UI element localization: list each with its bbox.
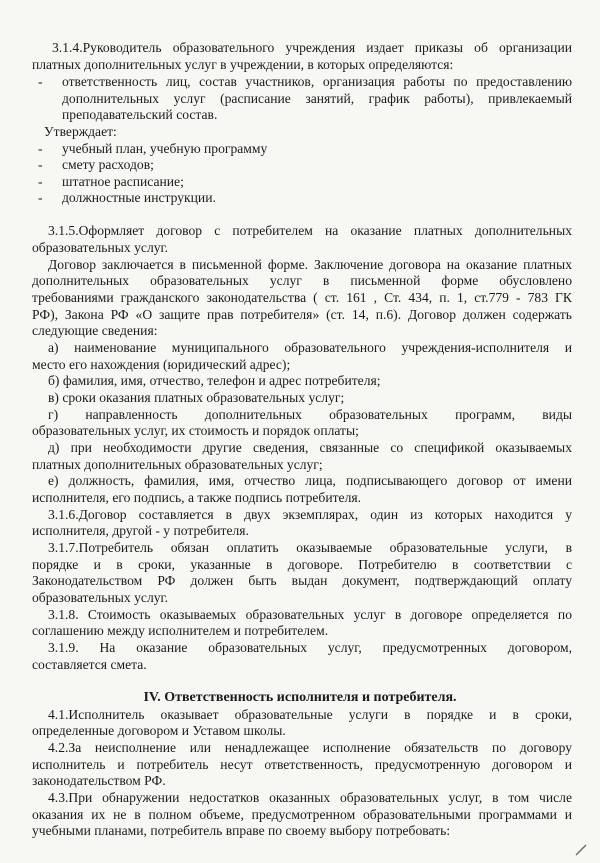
scan-mark-icon	[574, 843, 588, 857]
list-item-staffing: штатное расписание;	[62, 174, 184, 189]
paragraph-3-1-9-line: составляется смета.	[32, 657, 147, 672]
list-bullet: -	[38, 74, 43, 89]
paragraph-3-1-7-line: порядке и в сроки, указанные в договоре. Потребителю в соответствии с	[32, 557, 572, 572]
paragraph-3-1-6-line: исполнителя, другой - у потребителя.	[32, 523, 249, 538]
paragraph-3-1-4-line: 3.1.4.Руководитель образовательного учреждения издает приказы об организации	[52, 40, 572, 55]
paragraph-3-1-8-line: соглашению между исполнителем и потребителем.	[32, 623, 329, 638]
paragraph-4-3-line: оказания их не в полном объеме, предусмотренном образовательными программами и	[32, 807, 572, 822]
list-item-curriculum: учебный план, учебную программу	[62, 141, 268, 156]
list-bullet: -	[38, 190, 43, 205]
paragraph-3-1-5-line: требованиями гражданского законодательства ( ст. 161 , Ст. 434, п. 1, ст.779 - 783 ГК	[32, 290, 572, 305]
paragraph-3-1-7-line: 3.1.7.Потребитель обязан оплатить оказываемые образовательные услуги, в	[48, 540, 572, 555]
contract-item-d: г) направленность дополнительных образовательных программ, виды	[48, 407, 572, 422]
contract-item-e: д) при необходимости другие сведения, связанные со спецификой оказываемых	[48, 440, 572, 455]
contract-item-d-cont: образовательных услуг, их стоимость и порядок оплаты;	[32, 423, 359, 438]
paragraph-3-1-5-line: образовательных услуг.	[32, 240, 168, 255]
contract-item-a-cont: место его нахождения (юридический адрес);	[32, 357, 291, 372]
contract-item-b: б) фамилия, имя, отчество, телефон и адрес потребителя;	[48, 373, 381, 388]
list-item-responsibility-cont: дополнительных услуг (расписание занятий, график работы), привлекаемый	[62, 91, 572, 106]
paragraph-3-1-5-line: РФ), Закона РФ «О защите прав потребителя» (ст. 14, п.6). Договор должен содержать	[32, 307, 572, 322]
approves-label: Утверждает:	[44, 124, 117, 139]
paragraph-4-3-line: учебными планами, потребитель вправе по своему выбору потребовать:	[32, 823, 451, 838]
contract-item-f: е) должность, фамилия, имя, отчество лица, подписывающего договор от имени	[48, 473, 572, 488]
paragraph-3-1-7-line: Законодательством РФ должен быть выдан документ, подтверждающий оплату	[32, 573, 572, 588]
paragraph-3-1-5-line: следующие сведения:	[32, 323, 158, 338]
paragraph-3-1-4-line: платных дополнительных услуг в учреждении, в которых определяются:	[32, 57, 454, 72]
list-item-budget: смету расходов;	[62, 157, 154, 172]
contract-item-c: в) сроки оказания платных образовательных услуг;	[48, 390, 345, 405]
section-heading: IV. Ответственность исполнителя и потребителя.	[143, 690, 457, 705]
paragraph-4-1-line: 4.1.Исполнитель оказывает образовательные услуги в порядке и в сроки,	[48, 707, 572, 722]
paragraph-4-1-line: определенные договором и Уставом школы.	[32, 723, 286, 738]
contract-item-f-cont: исполнителя, его подпись, а также подпись потребителя.	[32, 490, 362, 505]
paragraph-3-1-7-line: образовательных услуг.	[32, 590, 168, 605]
paragraph-4-3-line: 4.3.При обнаружении недостатков оказанных образовательных услуг, в том числе	[48, 790, 572, 805]
paragraph-3-1-5-line: 3.1.5.Оформляет договор с потребителем на оказание платных дополнительных	[48, 223, 572, 238]
contract-item-a: а) наименование муниципального образовательного учреждения-исполнителя и	[48, 340, 572, 355]
paragraph-4-2-line: исполнитель и потребитель несут ответственность, предусмотренную договором и	[32, 757, 572, 772]
list-bullet: -	[38, 174, 43, 189]
paragraph-3-1-5-line: Договор заключается в письменной форме. Заключение договора на оказание платных	[48, 257, 572, 272]
paragraph-3-1-6-line: 3.1.6.Договор составляется в двух экземплярах, один из которых находится у	[48, 507, 572, 522]
paragraph-3-1-5-line: дополнительных образовательных услуг в письменной форме обусловлено	[32, 273, 572, 288]
list-bullet: -	[38, 141, 43, 156]
paragraph-4-2-line: законодательством РФ.	[32, 773, 166, 788]
list-bullet: -	[38, 157, 43, 172]
list-item-responsibility-cont: преподавательский состав.	[62, 107, 218, 122]
paragraph-3-1-8-line: 3.1.8. Стоимость оказываемых образовательных услуг в договоре определяется по	[48, 607, 572, 622]
list-item-job-instructions: должностные инструкции.	[62, 190, 216, 205]
contract-item-e-cont: платных дополнительных образовательных услуг;	[32, 457, 323, 472]
paragraph-4-2-line: 4.2.За неисполнение или ненадлежащее исполнение обязательств по договору	[48, 740, 572, 755]
list-item-responsibility: ответственность лиц, состав участников, организация работы по предоставлению	[62, 74, 572, 89]
paragraph-3-1-9-line: 3.1.9. На оказание образовательных услуг, предусмотренных договором,	[48, 640, 572, 655]
